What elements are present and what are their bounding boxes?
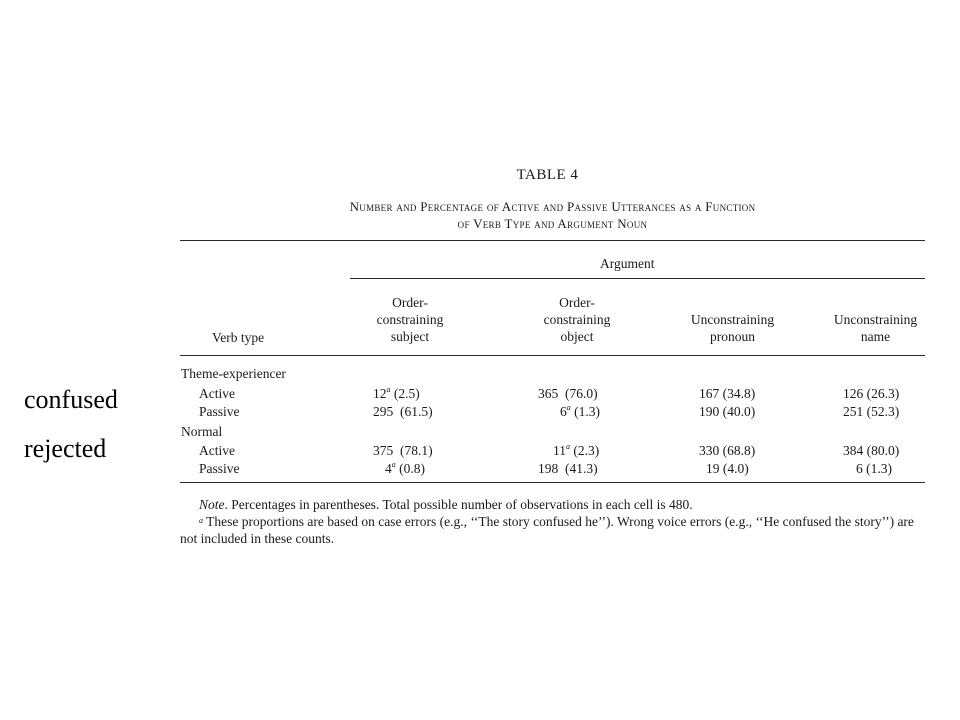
column-header-2: Order- constraining object bbox=[543, 295, 611, 344]
table-cell: 167 (34.8) bbox=[699, 386, 756, 401]
table-cell: 198 (41.3) bbox=[538, 461, 598, 476]
header-rule bbox=[180, 355, 925, 356]
table-cell: 251 (52.3) bbox=[843, 404, 900, 419]
table-cell: 190 (40.0) bbox=[699, 404, 756, 419]
side-word-confused: confused bbox=[24, 385, 118, 414]
table-cell: 4$^a$ (0.8) bbox=[385, 460, 425, 476]
table-cell: 295 (61.5) bbox=[373, 404, 433, 419]
table-footnote bbox=[180, 513, 930, 547]
top-rule bbox=[180, 240, 925, 241]
row-label: Passive bbox=[199, 404, 240, 419]
table-cell: 6$^a$ (1.3) bbox=[560, 403, 600, 419]
footnote-text: These proportions are based on case errors (e.g., ‘‘The story confused he’’). Wrong voice errors (e.g., ‘‘He confused the story’’) are not included in these counts. bbox=[180, 514, 914, 546]
group-label-theme-experiencer: Theme-experiencer bbox=[181, 366, 286, 381]
footnote-marker: a bbox=[199, 516, 203, 525]
table-cell: 12$^a$ (2.5) bbox=[373, 385, 420, 401]
bottom-rule bbox=[180, 482, 925, 483]
caption-line-2: of Verb Type and Argument Noun bbox=[457, 216, 648, 231]
row-label: Passive bbox=[199, 461, 240, 476]
row-label: Active bbox=[199, 443, 235, 458]
table-cell: 330 (68.8) bbox=[699, 443, 756, 458]
side-word-rejected: rejected bbox=[24, 434, 107, 463]
table-cell: 126 (26.3) bbox=[843, 386, 900, 401]
row-label: Active bbox=[199, 386, 235, 401]
table-cell: 375 (78.1) bbox=[373, 443, 433, 458]
spanner-rule bbox=[350, 278, 925, 279]
group-label-normal: Normal bbox=[181, 424, 223, 439]
table-cell: 11$^a$ (2.3) bbox=[553, 442, 600, 458]
table-cell: 6 (1.3) bbox=[856, 461, 892, 476]
column-header-4: Unconstraining name bbox=[833, 312, 918, 344]
table-cell: 365 (76.0) bbox=[538, 386, 598, 401]
table-title: TABLE 4 bbox=[516, 167, 579, 183]
table-caption bbox=[180, 198, 925, 232]
table-cell: 384 (80.0) bbox=[843, 443, 900, 458]
stub-header: Verb type bbox=[212, 330, 265, 345]
table-cell: 19 (4.0) bbox=[706, 461, 749, 476]
table-note bbox=[180, 496, 930, 513]
note-text: . Percentages in parentheses. Total possible number of observations in each cell is 480. bbox=[224, 497, 693, 512]
caption-line-1: Number and Percentage of Active and Passive Utterances as a Function bbox=[349, 199, 756, 214]
note-label: Note bbox=[199, 497, 225, 512]
spanner-header: Argument bbox=[600, 256, 655, 271]
column-header-1: Order- constraining subject bbox=[376, 295, 444, 344]
column-header-3: Unconstraining pronoun bbox=[690, 312, 775, 344]
